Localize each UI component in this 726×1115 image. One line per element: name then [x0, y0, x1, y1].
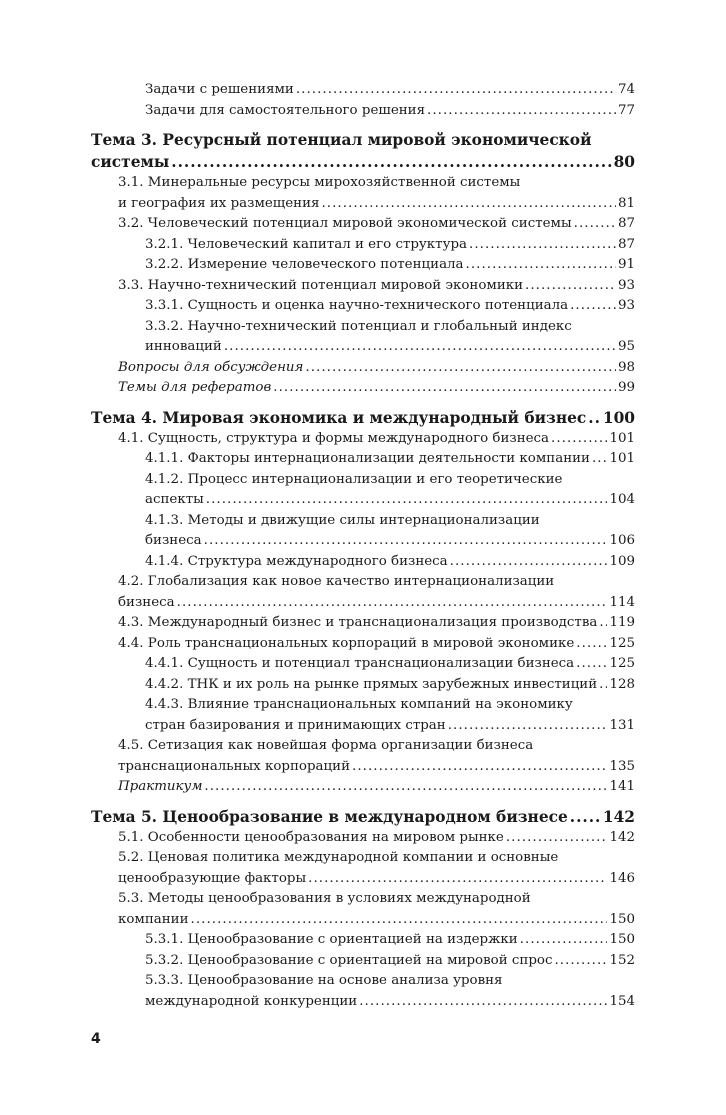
toc-entry-title: 4.4.3. Влияние транснациональных компаний на экономику: [145, 697, 573, 712]
toc-entry-title: 5.2. Ценовая политика международной компании и основные: [118, 850, 559, 865]
toc-entry-title: международной конкуренции: [145, 993, 358, 1009]
toc-entry: [145, 296, 635, 317]
toc-page-number: 142: [602, 807, 635, 826]
toc-page-number: 150: [609, 911, 635, 927]
toc-entry: [118, 173, 635, 214]
dot-leader: [191, 910, 608, 931]
dot-leader: [551, 429, 607, 450]
table-of-contents: [91, 80, 635, 1012]
toc-page-number: 152: [609, 952, 635, 968]
toc-entry-title: 4.1.4. Структура международного бизнеса: [145, 553, 448, 569]
toc-page-number: 98: [617, 359, 635, 375]
toc-page-number: 101: [609, 430, 635, 446]
toc-entry: [118, 276, 635, 297]
toc-page-number: 131: [609, 717, 635, 733]
toc-entry-title: Задачи для самостоятельного решения: [145, 102, 426, 118]
dot-leader: [520, 930, 608, 951]
toc-entry-title: 4.4.2. ТНК и их роль на рынке прямых зарубежных инвестиций: [145, 676, 598, 692]
dot-leader: [224, 337, 616, 358]
toc-page-number: 93: [617, 277, 635, 293]
dot-leader: [466, 255, 616, 276]
dot-leader: [204, 777, 607, 798]
toc-entry-title: 5.3.3. Ценообразование на основе анализа уровня: [145, 973, 503, 988]
toc-page-number: 95: [617, 339, 635, 354]
dot-leader: [525, 276, 616, 297]
toc-entry-title: инноваций: [145, 339, 222, 354]
toc-entry: [118, 358, 635, 379]
toc-entry-title: 5.3.2. Ценообразование с ориентацией на мировой спрос: [145, 952, 553, 968]
toc-entry-title: 4.1. Сущность, структура и формы международного бизнеса: [118, 430, 550, 446]
dot-leader: [570, 806, 601, 828]
toc-page-number: 128: [609, 676, 635, 692]
toc-entry-title: 5.1. Особенности ценообразования на мировом рынке: [118, 829, 504, 845]
toc-page-number: 87: [617, 236, 635, 252]
toc-page-number: 150: [609, 932, 635, 947]
toc-entry-title: транснациональных корпораций: [118, 758, 350, 774]
toc-page-number: 154: [609, 993, 635, 1009]
toc-entry-title: 4.1.1. Факторы интернационализации деятельности компании: [145, 451, 590, 466]
toc-entry: [145, 930, 635, 951]
toc-entry: [145, 675, 635, 696]
toc-page-number: 93: [617, 298, 635, 313]
toc-entry: [118, 889, 635, 930]
toc-entry: [145, 552, 635, 573]
toc-page-number: 109: [609, 553, 635, 569]
dot-leader: [206, 490, 608, 511]
toc-entry-title: стран базирования и принимающих стран: [145, 717, 446, 733]
dot-leader: [592, 449, 607, 470]
dot-leader: [321, 194, 615, 215]
toc-entry-title: 3.3.1. Сущность и оценка научно-технического потенциала: [145, 298, 569, 313]
toc-page-number: 101: [609, 451, 635, 466]
dot-leader: [171, 151, 611, 173]
dot-leader: [450, 552, 608, 573]
toc-entry-title: 4.1.2. Процесс интернационализации и его теоретические: [145, 471, 563, 487]
page-number: 4: [91, 1031, 101, 1047]
toc-entry: [118, 572, 635, 613]
toc-entry: [145, 449, 635, 470]
dot-leader: [296, 80, 616, 101]
toc-entry-title: компании: [118, 911, 189, 927]
toc-page-number: 104: [609, 492, 635, 507]
toc-entry-title: 3.3.2. Научно-технический потенциал и глобальный индекс: [145, 318, 572, 334]
dot-leader: [204, 531, 608, 552]
toc-entry: [145, 470, 635, 511]
toc-entry: [145, 80, 635, 101]
toc-entry: [145, 951, 635, 972]
dot-leader: [359, 992, 607, 1013]
toc-entry-title: 4.1.3. Методы и движущие силы интернационализации: [145, 512, 540, 528]
toc-entry: [118, 214, 635, 235]
toc-entry-title: 4.3. Международный бизнес и транснационализация производства: [118, 615, 598, 630]
toc-entry-title: Тема 3. Ресурсный потенциал мировой экономической: [91, 131, 592, 149]
toc-entry-title: Тема 4. Мировая экономика и международный бизнес: [91, 408, 587, 427]
dot-leader: [506, 828, 608, 849]
toc-entry: [118, 378, 635, 399]
toc-page-number: 125: [609, 635, 635, 651]
toc-entry-title: ценообразующие факторы: [118, 870, 307, 886]
toc-entry-title: и география их размещения: [118, 195, 320, 211]
toc-page-number: 114: [609, 594, 635, 610]
dot-leader: [273, 378, 616, 399]
toc-page-number: 142: [609, 829, 635, 845]
toc-page-number: 87: [617, 216, 635, 231]
toc-page-number: 99: [617, 380, 635, 395]
dot-leader: [570, 296, 616, 317]
toc-page-number: 77: [617, 102, 635, 118]
toc-page-number: 106: [609, 533, 635, 548]
toc-page-number: 141: [609, 779, 635, 794]
dot-leader: [599, 613, 607, 634]
toc-entry-title: Вопросы для обсуждения: [118, 359, 304, 375]
toc-entry-title: 5.3. Методы ценообразования в условиях международной: [118, 891, 531, 906]
toc-entry: [118, 613, 635, 634]
toc-entry: [118, 736, 635, 777]
toc-entry-title: 3.2. Человеческий потенциал мировой экономической системы: [118, 216, 572, 231]
toc-entry: [145, 695, 635, 736]
toc-chapter-entry: [91, 806, 635, 828]
toc-entry: [145, 511, 635, 552]
toc-entry-title: 5.3.1. Ценообразование с ориентацией на издержки: [145, 932, 518, 947]
toc-entry-title: 4.2. Глобализация как новое качество интернационализации: [118, 574, 555, 589]
dot-leader: [448, 716, 608, 737]
dot-leader: [469, 235, 616, 256]
toc-page-number: 135: [609, 758, 635, 774]
toc-entry-title: 4.4. Роль транснациональных корпораций в мировой экономике: [118, 635, 575, 651]
toc-entry-title: аспекты: [145, 492, 204, 507]
dot-leader: [576, 634, 607, 655]
dot-leader: [352, 757, 607, 778]
toc-chapter-entry: [91, 129, 635, 173]
dot-leader: [576, 654, 607, 675]
toc-entry-title: 4.5. Сетизация как новейшая форма организации бизнеса: [118, 738, 534, 753]
toc-entry-title: 3.2.2. Измерение человеческого потенциала: [145, 257, 464, 272]
toc-chapter-entry: [91, 407, 635, 429]
toc-entry-title: 3.3. Научно-технический потенциал мировой экономики: [118, 277, 524, 293]
toc-entry-title: системы: [91, 153, 170, 171]
toc-entry-title: Задачи с решениями: [145, 82, 294, 97]
dot-leader: [574, 214, 616, 235]
toc-page-number: 80: [613, 153, 635, 171]
toc-entry: [145, 317, 635, 358]
dot-leader: [308, 869, 607, 890]
toc-entry-title: бизнеса: [118, 594, 175, 610]
toc-entry: [145, 235, 635, 256]
toc-entry-title: Темы для рефератов: [118, 380, 272, 395]
toc-entry-title: 4.4.1. Сущность и потенциал транснационализации бизнеса: [145, 656, 575, 671]
dot-leader: [588, 407, 601, 429]
toc-page-number: 100: [602, 408, 635, 427]
toc-page-number: 125: [609, 656, 635, 671]
toc-entry: [145, 654, 635, 675]
dot-leader: [427, 101, 616, 122]
toc-page-number: 91: [617, 257, 635, 272]
toc-entry: [145, 255, 635, 276]
toc-page-number: 119: [609, 615, 635, 630]
toc-entry: [118, 848, 635, 889]
dot-leader: [599, 675, 607, 696]
dot-leader: [554, 951, 607, 972]
toc-page-number: 146: [609, 870, 635, 886]
toc-entry: [118, 777, 635, 798]
toc-entry-title: бизнеса: [145, 533, 202, 548]
toc-entry-title: 3.1. Минеральные ресурсы мирохозяйственной системы: [118, 175, 521, 190]
toc-entry: [145, 971, 635, 1012]
toc-entry: [118, 634, 635, 655]
dot-leader: [177, 593, 608, 614]
toc-entry-title: Тема 5. Ценообразование в международном бизнесе: [91, 807, 568, 826]
toc-entry: [145, 101, 635, 122]
toc-entry: [118, 828, 635, 849]
dot-leader: [305, 358, 616, 379]
toc-entry-title: 3.2.1. Человеческий капитал и его структура: [145, 236, 468, 252]
toc-entry: [118, 429, 635, 450]
toc-page-number: 74: [617, 82, 635, 97]
toc-entry-title: Практикум: [118, 779, 203, 794]
toc-page-number: 81: [617, 195, 635, 211]
